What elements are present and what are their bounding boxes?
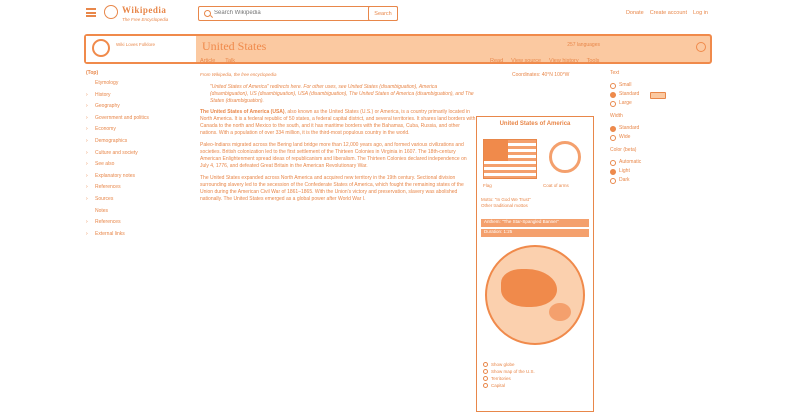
toc-item[interactable]: › Economy [86,126,116,133]
main-menu-icon[interactable] [86,8,96,17]
wikipedia-globe-icon [104,5,118,19]
tab-talk[interactable]: Talk [225,58,236,64]
appearance-panel [610,70,670,190]
coordinates[interactable]: Coordinates: 40°N 100°W [512,72,570,78]
text-size-standard[interactable]: Standard [610,90,670,99]
toc-item[interactable]: › References [86,184,121,191]
toc-item[interactable]: › See also [86,161,115,168]
tab-view-source[interactable]: View source [511,58,542,64]
list-item[interactable]: Show globe [483,361,589,368]
campaign-banner[interactable] [84,34,712,64]
color-light[interactable]: Light [610,167,670,176]
text-size-title: Text [610,70,620,76]
tab-read[interactable]: Read [490,58,504,64]
width-standard[interactable]: Standard [610,124,670,133]
coat-of-arms-image[interactable] [543,139,587,179]
list-item[interactable]: Territories [483,375,589,382]
infobox [476,116,594,412]
audio-player[interactable]: Duration: 1:25 [481,229,589,237]
login-link[interactable]: Log in [693,10,708,16]
banner-logo-area [86,36,196,62]
header [0,0,800,30]
close-icon[interactable] [696,42,706,52]
search-input[interactable] [214,10,334,16]
infobox-title: United States of America [499,121,571,127]
tab-view-history[interactable]: View history [549,58,579,64]
toc-item[interactable]: › Sources [86,195,114,202]
toc-item[interactable]: › Demographics [86,137,128,144]
list-item[interactable]: Capital [483,382,589,389]
text-size-small[interactable]: Small [610,81,670,90]
banner-title: United States [202,39,267,53]
color-title: Color (beta) [610,147,637,153]
language-button[interactable]: 257 languages [567,42,600,48]
orthographic-globe-map[interactable] [483,243,587,357]
search-button[interactable]: Search [368,6,398,21]
banner-text: Wiki Loves Folklore [116,42,156,47]
toc-item[interactable]: › External links [86,230,125,237]
article-paragraph: The United States of America (USA), also known as the United States (U.S.) or America, is a country primarily located in North America. It is a federal republic of 50 states, a federal capital district, and several territories. It shares land borders with Canada to the north and Mexico to the south, and it has maritime borders with the Bahamas, Cuba, Russia, and other nations. With a population of over 334 million, it is the third-most populous country in the world. [200,109,476,136]
logo-title: Wikipedia [122,5,167,15]
map-options [483,361,589,389]
anthem-bar[interactable]: Anthem: "The Star-Spangled Banner" [481,219,589,227]
toc-item[interactable]: Notes [95,207,109,214]
toc-item[interactable]: › Culture and society [86,149,138,156]
toc-item[interactable]: › Geography [86,103,120,110]
hatnote: "United States of America" redirects here. For other uses, see United States (disambiguation), America (disambiguation), US (disambiguation), USA (disambiguation), The United States of America (disambiguation), and The States (disambiguation). [210,84,474,104]
hide-button[interactable] [650,92,666,99]
article-body [200,84,476,208]
motto: Motto: "In God We Trust" Other traditional mottos [481,197,531,208]
tools-menu[interactable]: Tools [586,58,600,64]
toc-top-link[interactable]: (Top) [86,70,99,76]
search-icon [204,10,211,17]
personal-tools [626,10,708,16]
tab-article[interactable]: Article [200,58,216,64]
toc-item[interactable]: › Explanatory notes [86,172,136,179]
campaign-logo-icon [92,39,110,57]
color-dark[interactable]: Dark [610,176,670,185]
toc-item[interactable]: › Government and politics [86,114,149,121]
table-of-contents [86,70,186,242]
create-account-link[interactable]: Create account [649,10,687,16]
search-box [198,6,398,21]
text-size-large[interactable]: Large [610,99,670,108]
width-title: Width [610,113,623,119]
site-subtitle: From Wikipedia, the free encyclopedia [200,72,277,77]
toc-item[interactable]: Etymology [95,80,119,86]
donate-link[interactable]: Donate [625,10,644,16]
flag-caption[interactable]: Flag [483,183,492,188]
toc-item[interactable]: › History [86,91,111,98]
toc-item[interactable]: › References [86,219,121,226]
article-paragraph: Paleo-Indians migrated across the Bering land bridge more than 12,000 years ago, and formed various civilizations and societies. British colonization led to the first settlement of the Thirteen Colonies in Virginia in 1607. The 18th-century American Enlightenment spread ideas of republicanism and liberalism. The Thirteen Colonies declared independence on July 4, 1776, and defeated Great Britain in the American Revolutionary War. [200,142,467,169]
namespace-tabs [200,58,235,64]
color-automatic[interactable]: Automatic [610,158,670,167]
article-paragraph: The United States expanded across North America and acquired new territory in the 19th century. Sectional division surrounding slavery led to the secession of the Confederate States of America, which fought the remaining states of the Union during the American Civil War of 1861–1865. With the Union's victory and preservation, slavery was abolished nationally. The United States emerged as a global power after World War I. [200,175,464,202]
logo-tagline: The Free Encyclopedia [122,17,169,22]
flag-image[interactable] [483,139,537,179]
page-actions [490,58,599,64]
list-item[interactable]: Show map of the U.S. [483,368,589,375]
width-wide[interactable]: Wide [610,133,670,142]
seal-caption[interactable]: Coat of arms [543,183,569,188]
